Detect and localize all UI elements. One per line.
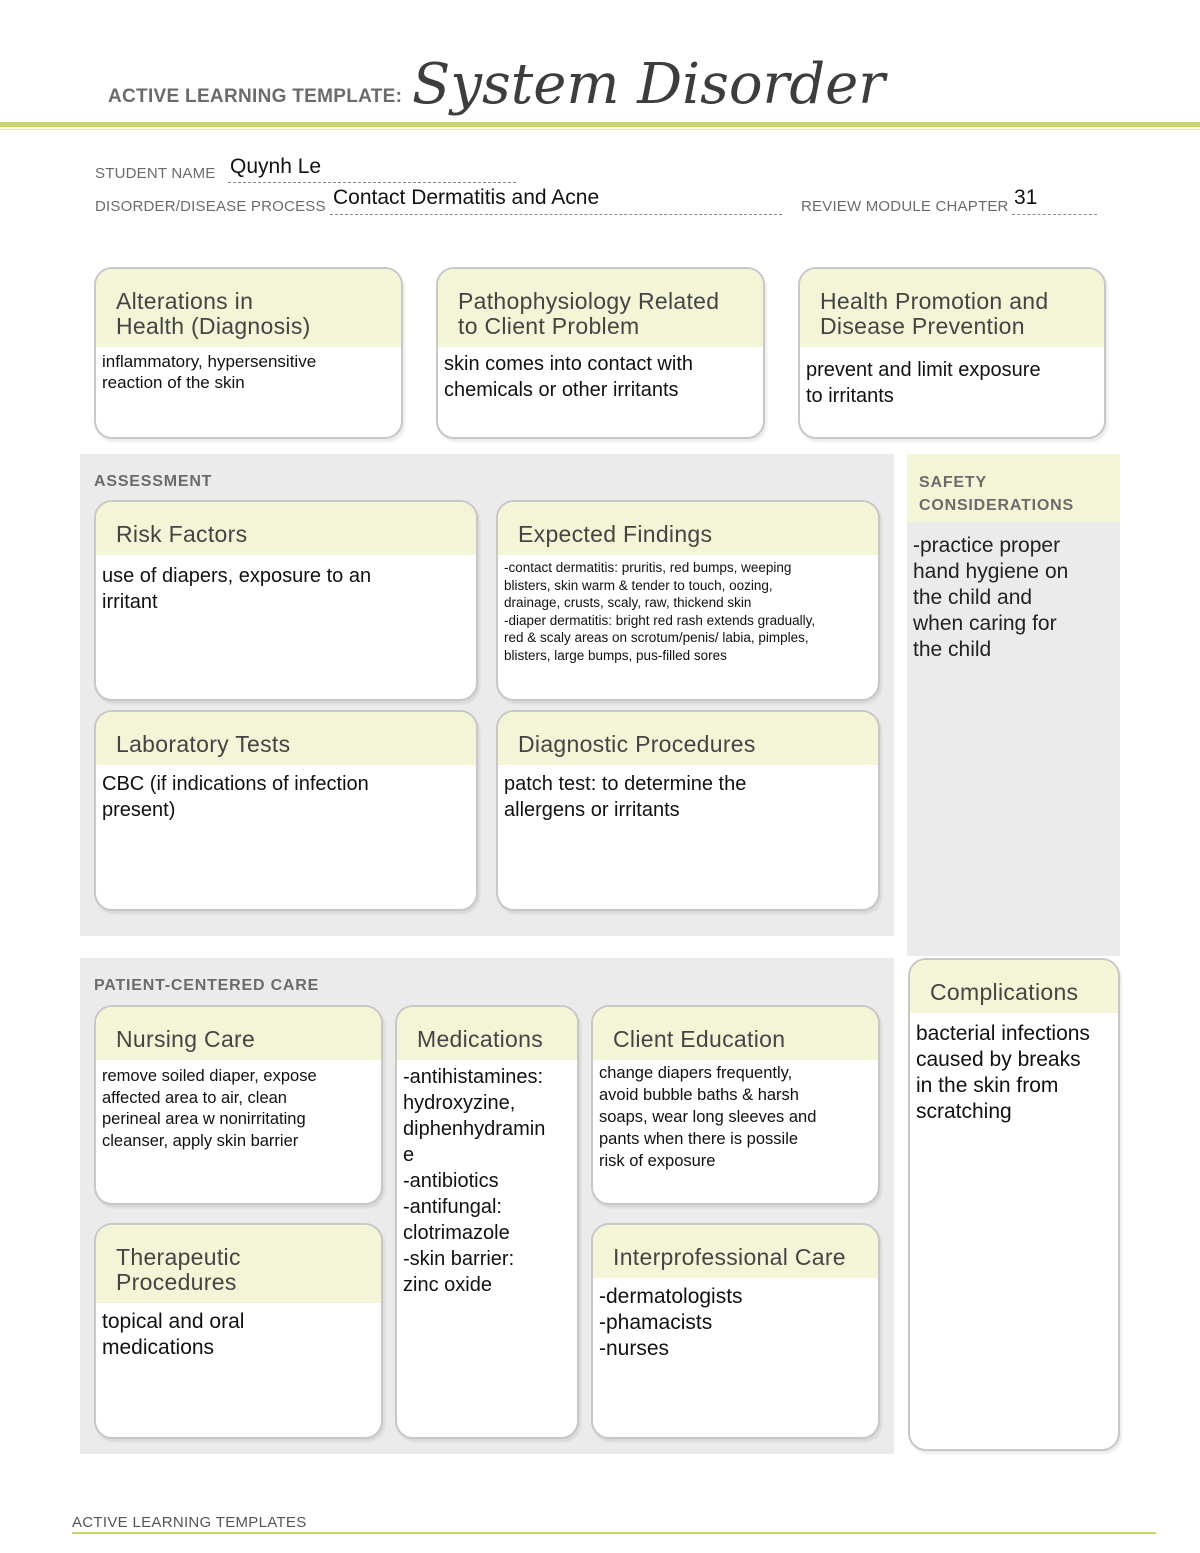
alterations-body[interactable]: inflammatory, hypersensitive reaction of the skin: [102, 352, 317, 392]
alterations-box: [94, 267, 403, 439]
therapeutic-procedures-box: [94, 1223, 383, 1439]
template-label: ACTIVE LEARNING TEMPLATE:: [108, 86, 403, 107]
student-name-underline: [228, 182, 516, 183]
risk-factors-body[interactable]: use of diapers, exposure to an irritant: [102, 565, 372, 613]
risk-factors-box: [94, 500, 478, 701]
safety-panel: [907, 454, 1120, 956]
diagnostic-procedures-title: Diagnostic Procedures: [498, 712, 878, 765]
disorder-value[interactable]: Contact Dermatitis and Acne: [333, 186, 600, 209]
disorder-label: DISORDER/DISEASE PROCESS: [95, 198, 326, 215]
pathophysiology-title: Pathophysiology Related to Client Problem: [438, 269, 763, 347]
chapter-label: REVIEW MODULE CHAPTER: [801, 198, 1009, 215]
medications-box: [395, 1005, 579, 1439]
medications-body[interactable]: -antihistamines: hydroxyzine, diphenhydramin e -antibiotics -antifungal: clotrimazole -skin barrier: zinc oxide: [403, 1066, 546, 1296]
medications-title: Medications: [397, 1007, 577, 1060]
interprofessional-care-title: Interprofessional Care: [593, 1225, 878, 1278]
nursing-care-title: Nursing Care: [96, 1007, 381, 1060]
header-rule-thin: [0, 129, 1200, 130]
risk-factors-title: Risk Factors: [96, 502, 476, 555]
laboratory-tests-box: [94, 710, 478, 911]
disorder-underline: [330, 214, 782, 215]
health-promotion-title: Health Promotion and Disease Prevention: [800, 269, 1104, 347]
pathophysiology-box: [436, 267, 765, 439]
laboratory-tests-title: Laboratory Tests: [96, 712, 476, 765]
complications-box: [908, 958, 1120, 1451]
client-education-title: Client Education: [593, 1007, 878, 1060]
diagnostic-procedures-box: [496, 710, 880, 911]
pathophysiology-body[interactable]: skin comes into contact with chemicals or other irritants: [444, 353, 693, 401]
interprofessional-care-body[interactable]: -dermatologists -phamacists -nurses: [599, 1285, 743, 1360]
footer-rule: [72, 1532, 1156, 1534]
expected-findings-title: Expected Findings: [498, 502, 878, 555]
complications-body[interactable]: bacterial infections caused by breaks in the skin from scratching: [916, 1022, 1090, 1123]
alterations-title: Alterations in Health (Diagnosis): [96, 269, 401, 347]
expected-findings-body[interactable]: -contact dermatitis: pruritis, red bumps, weeping blisters, skin warm & tender to touch, oozing, drainage, crusts, scaly, raw, thickend skin -diaper dermatitis: bright red rash extends gradually, red & scaly areas on scrotum/penis/ labia, pimples, blisters, large bumps, pus-filled sores: [504, 560, 816, 663]
nursing-care-box: [94, 1005, 383, 1205]
health-promotion-box: [798, 267, 1106, 439]
nursing-care-body[interactable]: remove soiled diaper, expose affected area to air, clean perineal area w nonirritating cleanser, apply skin barrier: [102, 1067, 317, 1150]
client-education-body[interactable]: change diapers frequently, avoid bubble baths & harsh soaps, wear long sleeves and pants when there is possile risk of exposure: [599, 1064, 817, 1170]
chapter-value[interactable]: 31: [1014, 186, 1038, 209]
complications-title: Complications: [910, 960, 1118, 1013]
diagnostic-procedures-body[interactable]: patch test: to determine the allergens or irritants: [504, 773, 747, 821]
therapeutic-procedures-title: Therapeutic Procedures: [96, 1225, 381, 1303]
client-education-box: [591, 1005, 880, 1205]
header-rule: [0, 122, 1200, 127]
safety-title: SAFETY CONSIDERATIONS: [907, 454, 1120, 522]
template-title: System Disorder: [412, 52, 886, 117]
footer-text: ACTIVE LEARNING TEMPLATES: [72, 1514, 307, 1531]
interprofessional-care-box: [591, 1223, 880, 1439]
assessment-title: ASSESSMENT: [94, 473, 213, 490]
therapeutic-procedures-body[interactable]: topical and oral medications: [102, 1310, 245, 1359]
student-name-label: STUDENT NAME: [95, 165, 216, 182]
health-promotion-body[interactable]: prevent and limit exposure to irritants: [806, 359, 1041, 407]
expected-findings-box: [496, 500, 880, 701]
laboratory-tests-body[interactable]: CBC (if indications of infection present): [102, 773, 369, 821]
student-name-value[interactable]: Quynh Le: [230, 155, 322, 178]
chapter-underline: [1012, 214, 1097, 215]
safety-body[interactable]: -practice proper hand hygiene on the child and when caring for the child: [913, 534, 1069, 661]
patient-care-title: PATIENT-CENTERED CARE: [94, 977, 320, 994]
